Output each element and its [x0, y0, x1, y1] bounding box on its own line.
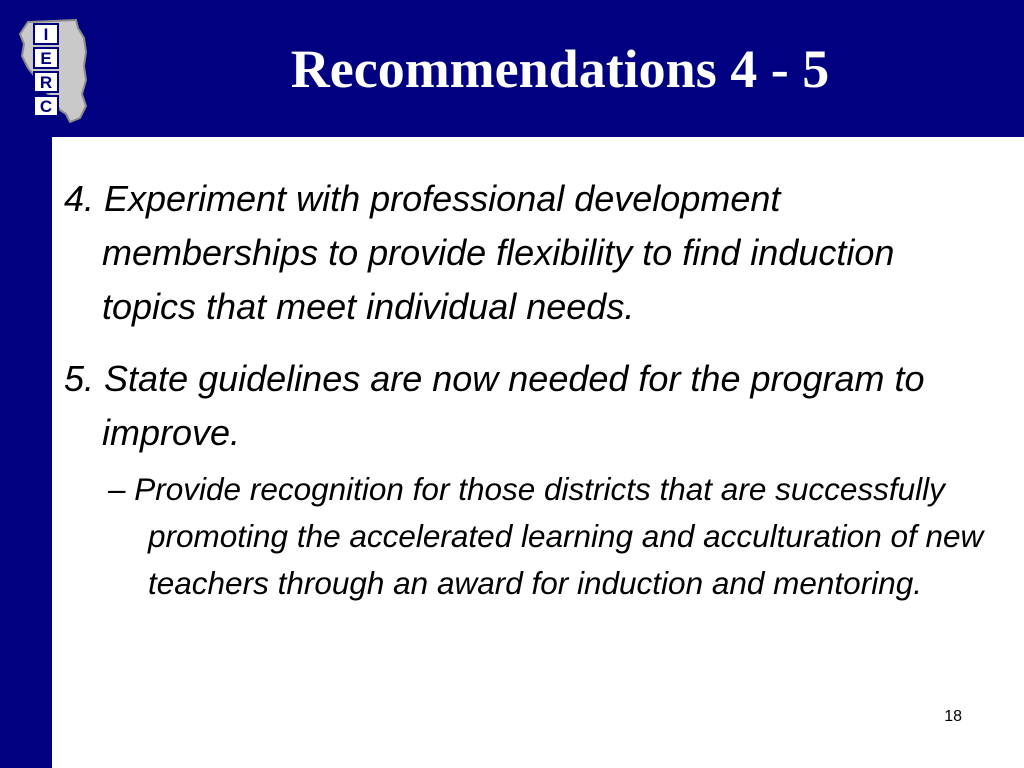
logo-letter-r: R: [39, 73, 53, 92]
logo-letter-e: E: [40, 49, 52, 68]
page-number: 18: [944, 708, 962, 725]
recommendation-5-sub-bullet: – Provide recognition for those districts that are successfully promoting the accelerated learning and acculturation of new teachers through an award for induction and mentoring.: [108, 471, 984, 601]
left-accent-bar: [0, 137, 52, 768]
ierc-logo: [14, 14, 102, 126]
slide-title: Recommendations 4 - 5: [290, 39, 830, 99]
logo-letter-i: I: [43, 25, 49, 44]
slide-body: [64, 172, 994, 607]
recommendation-5: 5. State guidelines are now needed for the program to improve.: [64, 358, 925, 453]
logo-letter-c: C: [39, 97, 53, 116]
recommendation-4: 4. Experiment with professional development memberships to provide flexibility to find induction topics that meet individual needs.: [64, 178, 895, 327]
